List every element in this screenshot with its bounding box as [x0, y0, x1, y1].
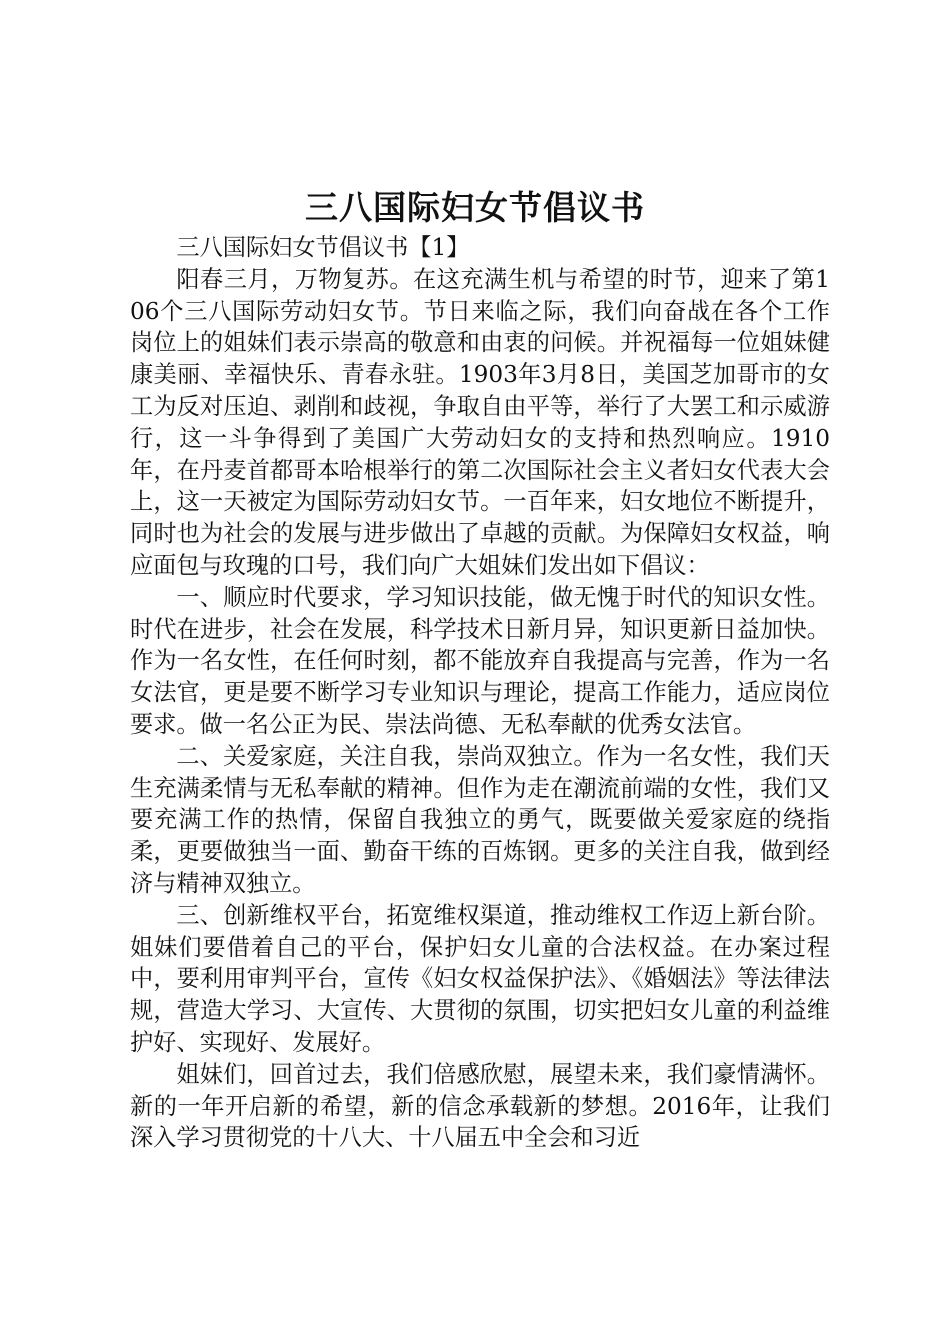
- paragraph-proposal-3: 三、创新维权平台，拓宽维权渠道，推动维权工作迈上新台阶。姐妹们要借着自己的平台，保护妇女儿童的合法权益。在办案过程中，要利用审判平台，宣传《妇女权益保护法》、《婚姻法》等法律法规，营造大学习、大宣传、大贯彻的氛围，切实把妇女儿童的利益维护好、实现好、发展好。: [130, 901, 830, 1056]
- section-heading: 三八国际妇女节倡议书【1】: [176, 234, 470, 261]
- paragraph-proposal-1: 一、顺应时代要求，学习知识技能，做无愧于时代的知识女性。时代在进步，社会在发展，科学技术日新月异，知识更新日益加快。作为一名女性，在任何时刻，都不能放弃自我提高与完善，作为一名女法官，更是要不断学习专业知识与理论，提高工作能力，适应岗位要求。做一名公正为民、崇法尚德、无私奉献的优秀女法官。: [130, 583, 830, 738]
- paragraph-proposal-2: 二、关爱家庭，关注自我，崇尚双独立。作为一名女性，我们天生充满柔情与无私奉献的精神。但作为走在潮流前端的女性，我们又要充满工作的热情，保留自我独立的勇气，既要做关爱家庭的绕指柔，更要做独当一面、勤奋干练的百炼钢。更多的关注自我，做到经济与精神双独立。: [130, 742, 830, 897]
- document-body: [130, 232, 830, 1154]
- document-title: 三八国际妇女节倡议书: [305, 188, 645, 227]
- paragraph-closing: 姐妹们，回首过去，我们倍感欣慰，展望未来，我们豪情满怀。新的一年开启新的希望，新的信念承载新的梦想。2016年，让我们深入学习贯彻党的十八大、十八届五中全会和习近: [130, 1060, 830, 1152]
- paragraph-intro: 阳春三月，万物复苏。在这充满生机与希望的时节，迎来了第106个三八国际劳动妇女节。节日来临之际，我们向奋战在各个工作岗位上的姐妹们表示崇高的敬意和由衷的问候。并祝福每一位姐妹健康美丽、幸福快乐、青春永驻。1903年3月8日，美国芝加哥市的女工为反对压迫、剥削和歧视，争取自由平等，举行了大罢工和示威游行，这一斗争得到了美国广大劳动妇女的支持和热烈响应。1910年，在丹麦首都哥本哈根举行的第二次国际社会主义者妇女代表大会上，这一天被定为国际劳动妇女节。一百年来，妇女地位不断提升，同时也为社会的发展与进步做出了卓越的贡献。为保障妇女权益，响应面包与玫瑰的口号，我们向广大姐妹们发出如下倡议：: [130, 265, 830, 579]
